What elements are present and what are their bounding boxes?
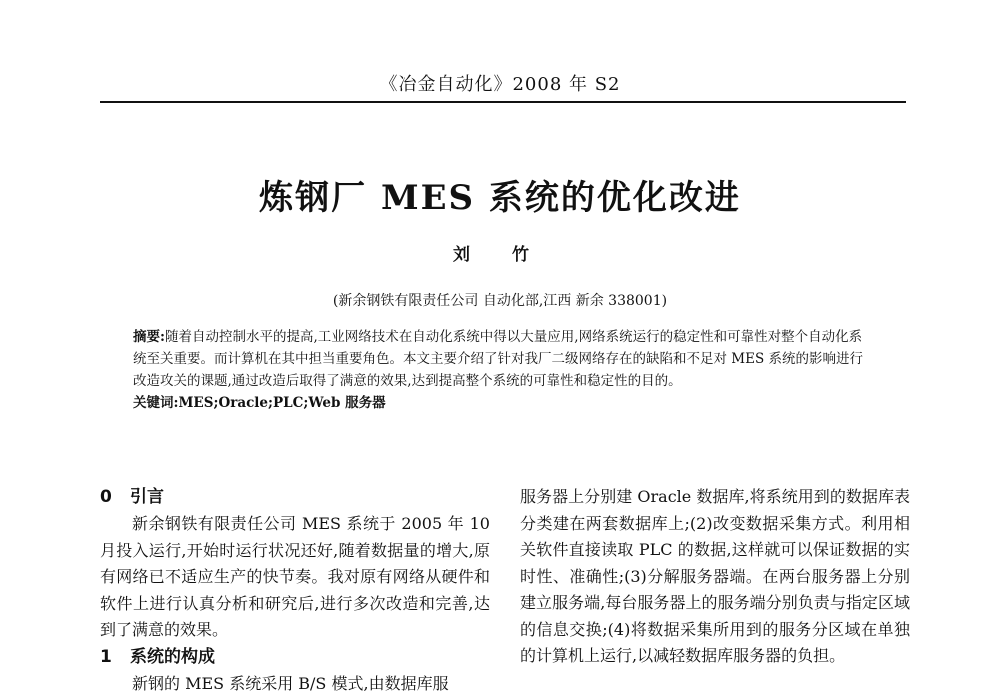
section-title: 系统的构成 [130, 647, 215, 667]
section-number: 0 [100, 484, 130, 511]
header-rule [100, 101, 906, 103]
keywords-line [133, 392, 873, 414]
introduction-paragraph: 新余钢铁有限责任公司 MES 系统于 2005 年 10 月投入运行,开始时运行状况还好,随着数据量的增大,原有网络已不适应生产的快节奏。我对原有网络从硬件和软件上进行认真分析和研究后,进行多次改造和完善,达到了满意的效果。 [100, 511, 490, 644]
author-affiliation: (新余钢铁有限责任公司 自动化部,江西 新余 338001) [0, 290, 1000, 310]
author-name: 刘 竹 [0, 240, 1000, 265]
keywords-text: MES;Oracle;PLC;Web 服务器 [178, 395, 385, 411]
section-heading-introduction [100, 484, 490, 511]
abstract-text: 随着自动控制水平的提高,工业网络技术在自动化系统中得以大量应用,网络系统运行的稳定性和可靠性对整个自动化系统至关重要。而计算机在其中担当重要角色。本文主要介绍了针对我厂二级网络存在的缺陷和不足对 MES 系统的影响进行改造攻关的课题,通过改造后取得了满意的效果,达到提高整个系统的可靠性和稳定性的目的。 [133, 329, 863, 389]
keywords-label: 关键词: [133, 395, 178, 411]
section-number: 1 [100, 644, 130, 671]
abstract-label: 摘要: [133, 329, 165, 345]
right-column-paragraph: 服务器上分别建 Oracle 数据库,将系统用到的数据库表分类建在两套数据库上;(2)改变数据采集方式。利用相关软件直接读取 PLC 的数据,这样就可以保证数据的实时性、准确性;(3)分解服务器端。在两台服务器上分别建立服务端,每台服务器上的服务端分别负责与指定区域的信息交换;(4)将数据采集所用到的服务分区域在单独的计算机上运行,以减轻数据库服务器的负担。 [520, 484, 910, 670]
system-structure-paragraph: 新钢的 MES 系统采用 B/S 模式,由数据库服 [100, 671, 490, 697]
section-title: 引言 [130, 487, 164, 507]
section-heading-system-structure [100, 644, 490, 671]
abstract-block [133, 326, 873, 414]
abstract-paragraph [133, 326, 873, 392]
right-column [520, 484, 910, 670]
left-column [100, 484, 490, 697]
paper-title: 炼钢厂 MES 系统的优化改进 [0, 170, 1000, 219]
journal-header: 《冶金自动化》2008 年 S2 [0, 70, 1000, 96]
